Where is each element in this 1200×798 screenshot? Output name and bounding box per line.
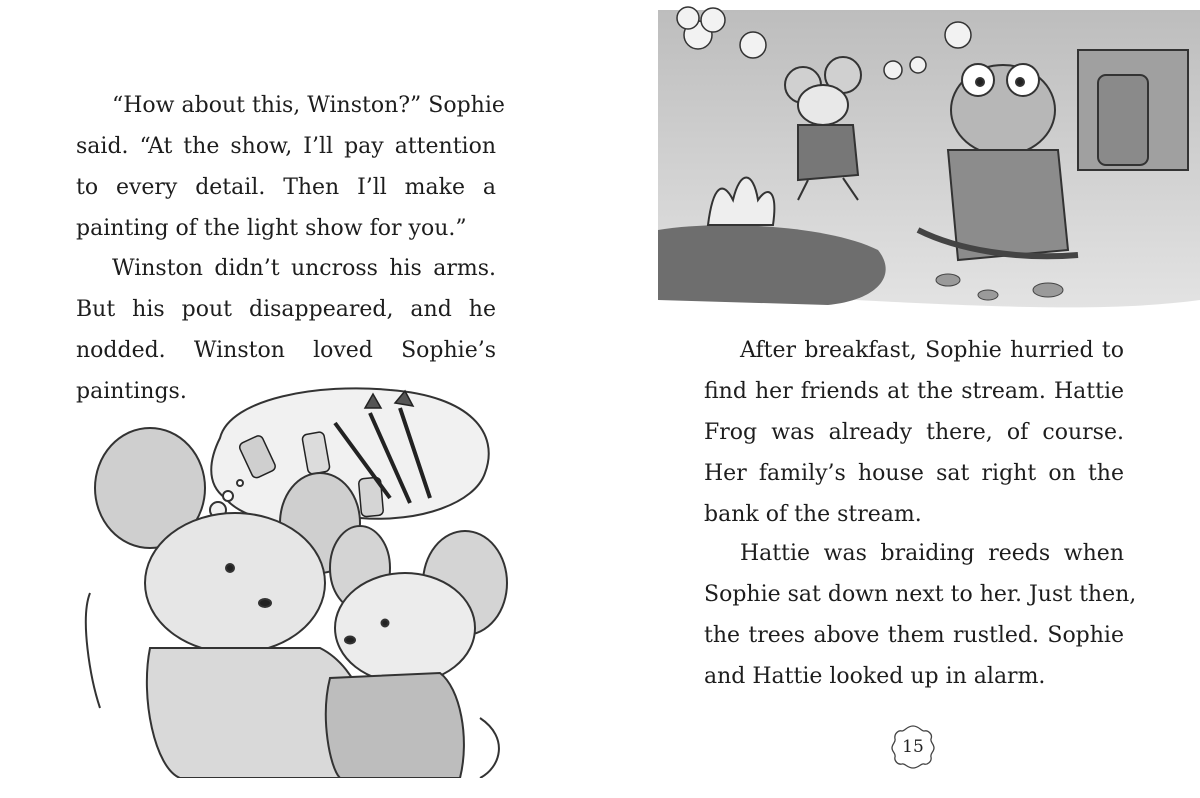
text-line: the trees above them rustled. Sophie bbox=[704, 623, 1124, 648]
text-line: painting of the light show for you.” bbox=[76, 216, 467, 241]
text-line: to every detail. Then I’ll make a bbox=[76, 175, 496, 200]
stream-scene-illustration bbox=[658, 0, 1200, 320]
sophie-mouse bbox=[326, 526, 507, 778]
text-line: bank of the stream. bbox=[704, 502, 922, 527]
text-line: After breakfast, Sophie hurried to bbox=[740, 338, 1124, 363]
text-line: nodded. Winston loved Sophie’s bbox=[76, 338, 496, 363]
text-line: said. “At the show, I’ll pay attention bbox=[76, 134, 496, 159]
text-line: Frog was already there, of course. bbox=[704, 420, 1124, 445]
left-paragraph-1 bbox=[76, 85, 505, 249]
text-line: and Hattie looked up in alarm. bbox=[704, 664, 1046, 689]
right-paragraph-2 bbox=[704, 533, 1137, 697]
text-line: Winston didn’t uncross his arms. bbox=[112, 256, 496, 281]
text-line: But his pout disappeared, and he bbox=[76, 297, 496, 322]
text-line: Her family’s house sat right on the bbox=[704, 461, 1124, 486]
page-number-badge bbox=[888, 722, 938, 772]
right-paragraph-1 bbox=[704, 330, 1124, 535]
text-line: paintings. bbox=[76, 379, 187, 404]
text-line: Sophie sat down next to her. Just then, bbox=[704, 582, 1137, 607]
text-line: Hattie was braiding reeds when bbox=[740, 541, 1124, 566]
frog-house bbox=[1078, 50, 1188, 170]
page-number: 15 bbox=[902, 737, 924, 757]
right-page bbox=[600, 0, 1200, 798]
text-line: “How about this, Winston?” Sophie bbox=[112, 93, 505, 118]
mice-thought-bubble-illustration bbox=[60, 378, 530, 778]
text-line: find her friends at the stream. Hattie bbox=[704, 379, 1124, 404]
